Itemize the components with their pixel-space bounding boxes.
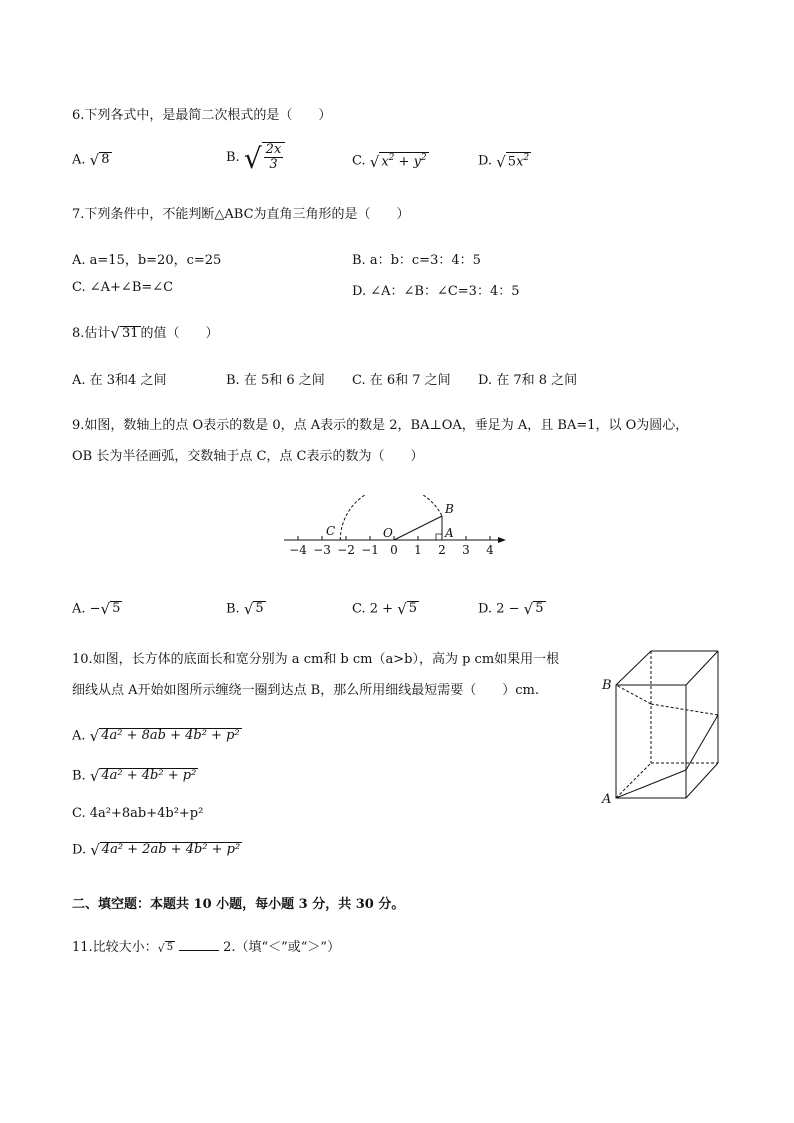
q10-option-b: B. √ 4a² + 4b² + p² [72, 766, 197, 785]
tick-label: 1 [414, 543, 422, 557]
number-line-arrow [498, 537, 506, 543]
string-front [616, 770, 686, 798]
label-a: A [445, 526, 454, 540]
q8-option-d: D. 在 7和 8 之间 [478, 373, 578, 388]
tick-label: 4 [486, 543, 494, 557]
q10-option-c: C. 4a²+8ab+4b²+p² [72, 806, 204, 821]
q6-option-c: C. √ $x^2 + y^2$ [352, 153, 427, 172]
q10-option-a: A. √ 4a² + 8ab + 4b² + p² [72, 726, 240, 745]
q9-option-a: A. − √ 5 [72, 599, 121, 618]
q11-stem: 11.比较大小： √ 5 2.（填“＜”或“＞”） [72, 940, 341, 955]
q9-line2: OB 长为半径画弧，交数轴于点 C，点 C表示的数为（ ） [72, 449, 424, 464]
q6-option-d: D. √ $5x^2$ [478, 153, 530, 172]
label-b: B [445, 502, 454, 516]
q6-option-a: A. √ 8 [72, 150, 110, 169]
q9-option-c: C. 2 + √ 5 [352, 599, 418, 618]
q8-option-c: C. 在 6和 7 之间 [352, 373, 451, 388]
q8-option-b: B. 在 5和 6 之间 [226, 373, 325, 388]
right-angle-mark [436, 534, 442, 540]
label-c: C [326, 524, 336, 538]
q7-option-a: A. a=15，b=20，c=25 [72, 253, 222, 268]
q8-stem: 8.估计 √ 31 的值（ ） [72, 324, 219, 343]
tick-label: −4 [289, 543, 307, 557]
q9-option-b: B. √ 5 [226, 599, 264, 618]
q7-option-d: D. ∠A：∠B：∠C=3：4：5 [352, 284, 520, 299]
section-heading: 二、填空题：本题共 10 小题，每小题 3 分，共 30 分。 [72, 897, 405, 912]
tick-label: 0 [390, 543, 398, 557]
q6-stem: 6.下列各式中，是最简二次根式的是（ ） [72, 108, 332, 123]
number-line-figure [280, 495, 510, 560]
q7-option-b: B. a：b：c=3：4：5 [352, 253, 481, 268]
string-left [616, 685, 651, 704]
q10-option-d: D. √ 4a² + 2ab + 4b² + p² [72, 840, 241, 859]
tick-label: −3 [313, 543, 331, 557]
label-b: B [602, 678, 612, 693]
q8-option-a: A. 在 3和4 之间 [72, 373, 167, 388]
q7-stem: 7.下列条件中，不能判断△ABC为直角三角形的是（ ） [72, 207, 410, 222]
q9-line1: 9.如图，数轴上的点 O表示的数是 0，点 A表示的数是 2，BA⊥OA，垂足为 A，且 BA=1，以 O为圆心， [72, 418, 689, 433]
cuboid-figure [598, 645, 728, 805]
string-side [686, 715, 718, 770]
label-o: O [383, 526, 393, 540]
q9-option-d: D. 2 − √ 5 [478, 599, 544, 618]
tick-label: −2 [337, 543, 355, 557]
q6-option-b: B. √ $\frac{2x}{3}$ [226, 142, 285, 173]
tick-label: 2 [438, 543, 446, 557]
label-a: A [602, 792, 612, 805]
tick-label: −1 [361, 543, 379, 557]
q10-line1: 10.如图，长方体的底面长和宽分别为 a cm和 b cm（a>b），高为 p cm如果用一根 [72, 652, 560, 667]
q10-line2: 细线从点 A开始如图所示缠绕一圈到达点 B，那么所用细线最短需要（ ）cm. [72, 683, 539, 698]
string-back [651, 704, 718, 715]
tick-label: 3 [462, 543, 470, 557]
answer-blank[interactable] [179, 950, 219, 951]
q7-option-c: C. ∠A+∠B=∠C [72, 280, 174, 295]
